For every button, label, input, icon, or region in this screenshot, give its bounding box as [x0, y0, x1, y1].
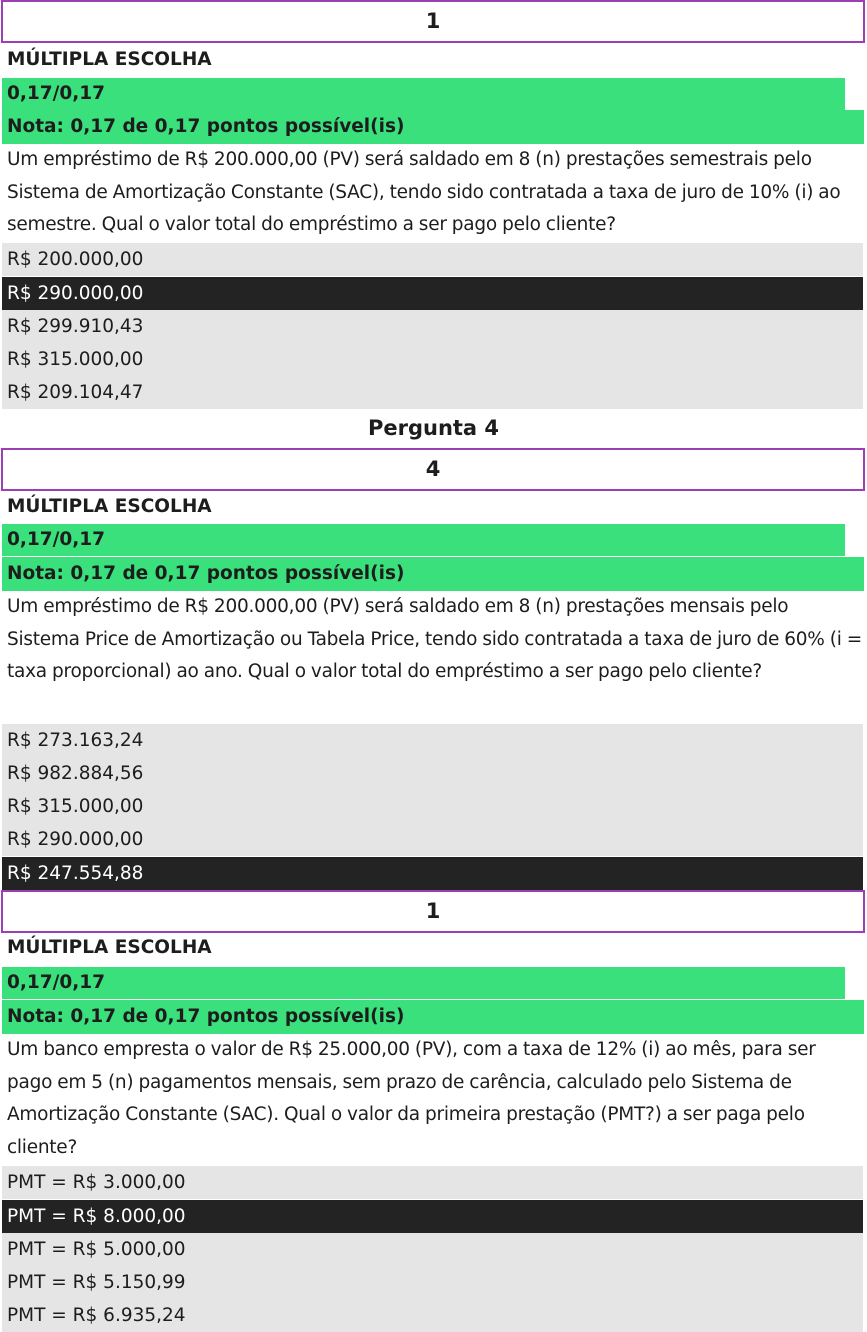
score-badge: 0,17/0,17 [2, 967, 845, 999]
answer-option[interactable]: R$ 315.000,00 [2, 790, 863, 823]
grade-note: Nota: 0,17 de 0,17 pontos possível(is) [2, 557, 864, 591]
grade-note: Nota: 0,17 de 0,17 pontos possível(is) [2, 1000, 864, 1034]
answer-option[interactable]: PMT = R$ 5.150,99 [2, 1266, 863, 1299]
score-badge: 0,17/0,17 [2, 524, 845, 556]
answer-option[interactable]: R$ 299.910,43 [2, 310, 863, 343]
question-type-label: MÚLTIPLA ESCOLHA [7, 49, 212, 70]
score-badge: 0,17/0,17 [2, 78, 845, 110]
question-number-box: 1 [1, 0, 865, 43]
answer-option[interactable]: R$ 315.000,00 [2, 343, 863, 376]
answer-option[interactable]: R$ 273.163,24 [2, 724, 863, 757]
answer-option[interactable]: R$ 200.000,00 [2, 243, 863, 276]
answer-option[interactable]: PMT = R$ 6.935,24 [2, 1299, 863, 1332]
grade-note: Nota: 0,17 de 0,17 pontos possível(is) [2, 110, 864, 144]
answer-option-selected[interactable]: R$ 290.000,00 [2, 277, 863, 310]
question-type-label: MÚLTIPLA ESCOLHA [7, 496, 212, 517]
answer-option[interactable]: R$ 290.000,00 [2, 823, 863, 856]
answer-option-selected[interactable]: PMT = R$ 8.000,00 [2, 1200, 863, 1233]
answer-option[interactable]: PMT = R$ 3.000,00 [2, 1166, 863, 1199]
question-number-box: 4 [1, 448, 865, 491]
answer-option[interactable]: PMT = R$ 5.000,00 [2, 1233, 863, 1266]
answer-option[interactable]: R$ 209.104,47 [2, 376, 863, 409]
answer-option[interactable]: R$ 982.884,56 [2, 757, 863, 790]
answer-option-selected[interactable]: R$ 247.554,88 [2, 857, 863, 890]
question-text: Um empréstimo de R$ 200.000,00 (PV) será saldado em 8 (n) prestações semestrais pelo Sistema de Amortização Constante (SAC), tendo sido contratada a taxa de juro de 10% (i) ao semestre. Qual o valor total do empréstimo a ser pago pelo cliente? [7, 149, 841, 236]
question-text: Um empréstimo de R$ 200.000,00 (PV) será saldado em 8 (n) prestações mensais pelo Sistema Price de Amortização ou Tabela Price, tendo sido contratada a taxa de juro de 60% (i = taxa proporcional) ao ano. Qual o valor total do empréstimo a ser pago pelo cliente? [7, 596, 863, 683]
question-text: Um banco empresta o valor de R$ 25.000,00 (PV), com a taxa de 12% (i) ao mês, para ser pago em 5 (n) pagamentos mensais, sem prazo de carência, calculado pelo Sistema de Amortização Constante (SAC). Qual o valor da primeira prestação (PMT?) a ser paga pelo cliente? [7, 1039, 816, 1159]
question-heading: Pergunta 4 [367, 416, 500, 440]
question-type-label: MÚLTIPLA ESCOLHA [7, 937, 212, 958]
question-number-box: 1 [1, 890, 865, 933]
